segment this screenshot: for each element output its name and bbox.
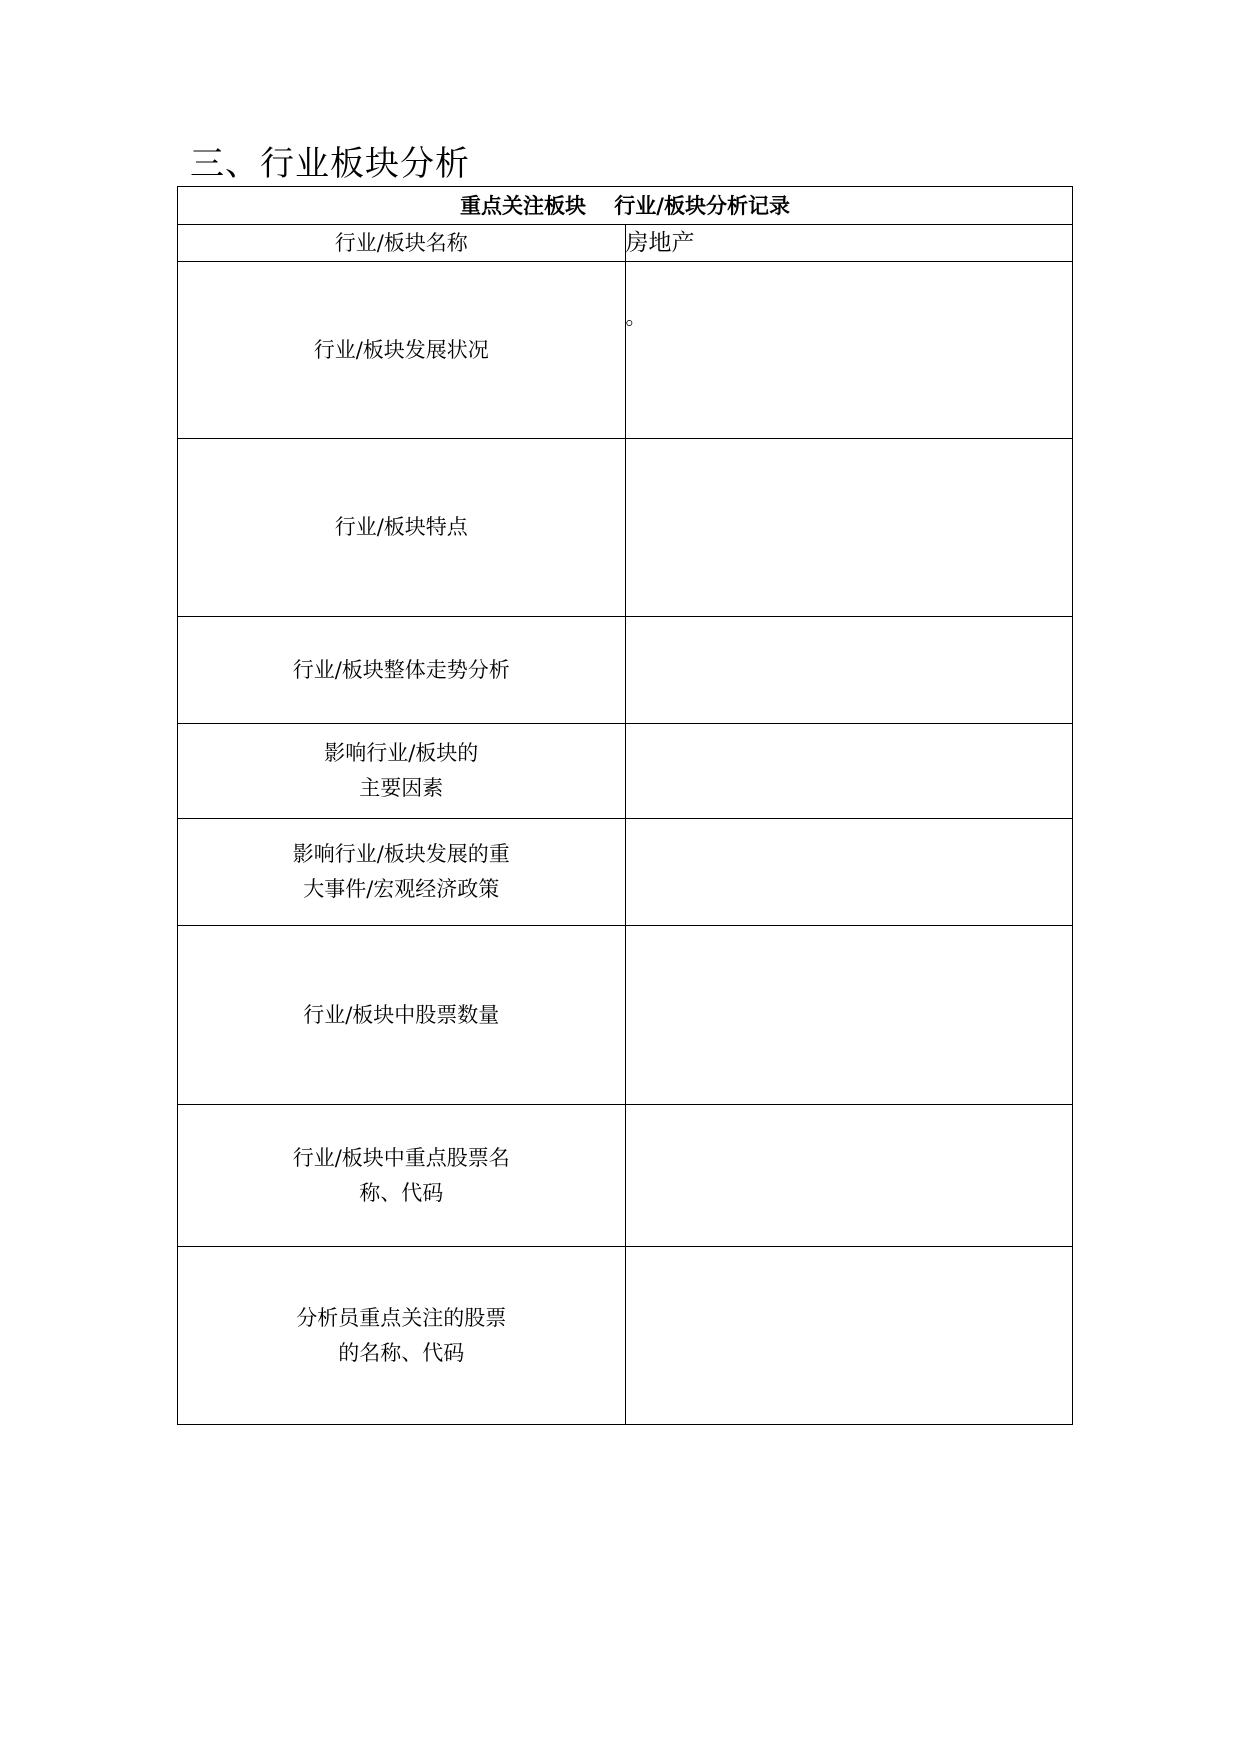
row-value-major-events[interactable] <box>625 819 1073 926</box>
row-value-analyst-focus[interactable] <box>625 1247 1073 1425</box>
row-label-overall-trend: 行业/板块整体走势分析 <box>178 617 626 724</box>
table-row <box>178 262 1073 439</box>
row-value-overall-trend[interactable] <box>625 617 1073 724</box>
row-label-main-factors: 影响行业/板块的 主要因素 <box>178 724 626 819</box>
table-row <box>178 617 1073 724</box>
row-label-stock-count: 行业/板块中股票数量 <box>178 926 626 1105</box>
row-label-major-events: 影响行业/板块发展的重 大事件/宏观经济政策 <box>178 819 626 926</box>
row-value-main-factors[interactable] <box>625 724 1073 819</box>
row-value-sector-name[interactable]: 房地产 <box>625 225 1073 262</box>
row-label-key-stocks: 行业/板块中重点股票名 称、代码 <box>178 1105 626 1247</box>
page-title: 三、行业板块分析 <box>190 144 470 184</box>
row-label-analyst-focus: 分析员重点关注的股票 的名称、代码 <box>178 1247 626 1425</box>
table-row <box>178 1247 1073 1425</box>
table-row <box>178 724 1073 819</box>
row-value-key-stocks[interactable] <box>625 1105 1073 1247</box>
table-row <box>178 926 1073 1105</box>
row-value-development-status[interactable]: 。 <box>625 262 1073 439</box>
table-row <box>178 1105 1073 1247</box>
industry-analysis-table <box>177 186 1073 1425</box>
table-row <box>178 225 1073 262</box>
table-row <box>178 439 1073 617</box>
table-row <box>178 819 1073 926</box>
table-header: 重点关注板块 行业/板块分析记录 <box>178 187 1073 225</box>
row-label-development-status: 行业/板块发展状况 <box>178 262 626 439</box>
row-value-characteristics[interactable] <box>625 439 1073 617</box>
row-label-characteristics: 行业/板块特点 <box>178 439 626 617</box>
row-label-sector-name: 行业/板块名称 <box>178 225 626 262</box>
row-value-stock-count[interactable] <box>625 926 1073 1105</box>
table-header-row <box>178 187 1073 225</box>
